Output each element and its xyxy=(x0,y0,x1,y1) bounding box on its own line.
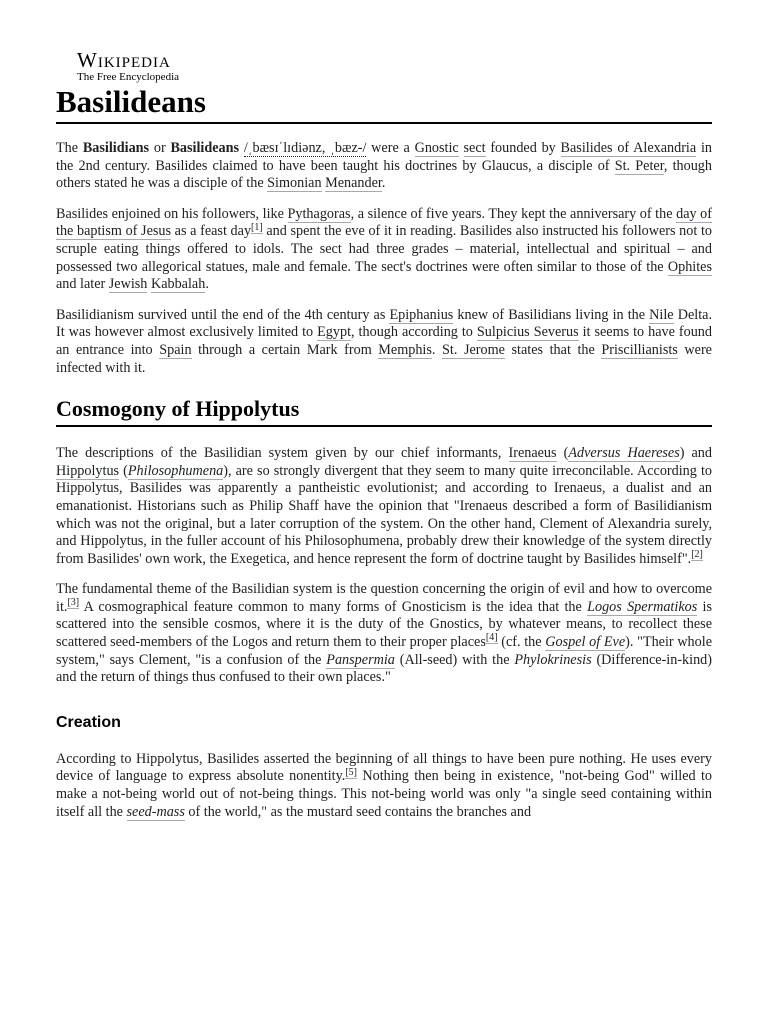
text xyxy=(459,140,464,156)
link-basilides-of-alexandria[interactable]: Basilides of Alexandria xyxy=(560,140,697,156)
text: were a xyxy=(366,140,415,156)
text: ( xyxy=(119,462,128,479)
link-logos-spermatikos[interactable]: Logos Spermatikos xyxy=(587,598,698,615)
text: Basilidianism survived until the end of the 4th century as xyxy=(56,306,390,323)
text: were infected with it. xyxy=(56,341,712,376)
text: According to Hippolytus, Basilides asserted the beginning of all things to have been pure nothing. He uses every device of language to express absolute nonentity. xyxy=(56,750,712,785)
intro-paragraph-1 xyxy=(56,140,712,193)
text: ) and xyxy=(679,445,712,462)
link-priscillianists[interactable]: Priscillianists xyxy=(601,341,678,358)
term-basilideans: Basilideans xyxy=(170,140,240,156)
link-gnostic[interactable]: Gnostic xyxy=(414,140,459,156)
text: it seems to have found an entrance into xyxy=(56,324,712,358)
text: Nothing then being in existence, "not-being God" willed to make a not-being world out of not-being things. This not-being world was only "a single seed containing within itself all the xyxy=(56,768,712,820)
text: , though according to xyxy=(351,324,477,341)
link-simonian[interactable]: Simonian xyxy=(267,175,322,192)
text: , a silence of five years. They kept the anniversary of the xyxy=(350,205,677,222)
text: ), are so strongly divergent that they seem to many quite irreconcilable. According to Hippolytus, Basilides was apparently a pantheistic evolutionist; and according to Irenaeus, a dualist and an emanationist. Historians such as Philip Shaff have the opinion that "Irenaeus described a form of Basilidianism which was not the original, but a later corruption of the system. On the other hand, Clement of Alexandria surely, and Hippolytus, in the fuller account of his Philosophumena, probably drew their knowledge of the system directly from Basilides' own work, the Exegetica, and hence represent the form of doctrine taught by Basilides himself". xyxy=(56,462,712,567)
link-spain[interactable]: Spain xyxy=(159,341,192,358)
text: The fundamental theme of the Basilidian system is the question concerning the origin of evil and how to overcome it. xyxy=(56,581,712,615)
link-memphis[interactable]: Memphis xyxy=(378,341,432,358)
text: Delta. It was however almost exclusively limited to xyxy=(56,306,712,341)
text: A cosmographical feature common to many forms of Gnosticism is the idea that the xyxy=(79,598,588,615)
text: ). "Their whole system," says Clement, "is a confusion of the xyxy=(56,634,712,668)
text: of the world," as the mustard seed contains the branches and xyxy=(184,803,532,820)
logo-wordmark: Wikipedia xyxy=(77,48,171,72)
ipa-pronunciation[interactable]: /ˌbæsɪˈlɪdiənz, ˌbæz-/ xyxy=(243,140,367,156)
text: Basilides enjoined on his followers, like xyxy=(56,205,288,222)
cosmogony-paragraph-2 xyxy=(56,581,712,687)
page-title: Basilideans xyxy=(56,84,712,124)
text: is scattered into the sensible cosmos, where it is the duty of the Gnostics, by whatever means, to recollect these scattered seed-members of the Logos and return them to their proper places xyxy=(56,598,712,651)
link-philosophumena[interactable]: Philosophumena xyxy=(127,462,224,479)
link-sulpicius-severus[interactable]: Sulpicius Severus xyxy=(476,324,579,341)
cosmogony-paragraph-1 xyxy=(56,445,712,568)
text: knew of Basilidians living in the xyxy=(453,306,650,323)
link-adversus-haereses[interactable]: Adversus Haereses xyxy=(568,445,680,462)
text: (All-seed) with the xyxy=(394,651,515,668)
text: or xyxy=(149,140,171,156)
text: as a feast day xyxy=(171,223,252,240)
reference-5[interactable]: [5] xyxy=(345,766,357,778)
link-ophites[interactable]: Ophites xyxy=(667,258,712,275)
link-irenaeus[interactable]: Irenaeus xyxy=(508,445,557,462)
text: (Difference-in-kind) and the return of things thus confused to their own places." xyxy=(56,651,712,686)
link-st-jerome[interactable]: St. Jerome xyxy=(442,341,505,358)
section-heading-cosmogony: Cosmogony of Hippolytus xyxy=(56,395,712,427)
link-egypt[interactable]: Egypt xyxy=(317,324,352,341)
text: in the 2nd century. Basilides claimed to have been taught his doctrines by Glaucus, a disciple of xyxy=(56,140,712,174)
term-phylokrinesis: Phylokrinesis xyxy=(514,651,592,668)
link-baptism-of-jesus[interactable]: day of the baptism of Jesus xyxy=(56,205,712,240)
link-hippolytus[interactable]: Hippolytus xyxy=(56,462,120,479)
text: . xyxy=(431,341,443,358)
text: , though others stated he was a disciple of the xyxy=(56,157,712,192)
link-panspermia[interactable]: Panspermia xyxy=(326,651,395,668)
link-sect[interactable]: sect xyxy=(463,140,486,156)
text: founded by xyxy=(485,140,561,156)
link-epiphanius[interactable]: Epiphanius xyxy=(389,306,454,323)
text: (cf. the xyxy=(497,634,546,651)
subsection-heading-creation: Creation xyxy=(56,713,121,731)
text: and spent the eve of it in reading. Basilides also instructed his followers not to scruple eating things offered to idols. The sect had three grades – material, intellectual and spiritual – and possessed two allegorical statues, male and female. The sect's doctrines were often similar to those of the xyxy=(56,223,713,275)
intro-paragraph-2 xyxy=(56,206,712,294)
link-menander[interactable]: Menander xyxy=(325,175,382,192)
link-kabbalah[interactable]: Kabbalah xyxy=(150,276,206,293)
intro-paragraph-3 xyxy=(56,307,712,377)
reference-4[interactable]: [4] xyxy=(485,632,498,644)
logo-tagline: The Free Encyclopedia xyxy=(77,71,180,83)
text: . xyxy=(381,175,386,192)
text: ( xyxy=(556,445,569,462)
link-jewish[interactable]: Jewish xyxy=(108,276,148,293)
text: and later xyxy=(56,276,109,293)
article-content xyxy=(56,140,712,834)
link-gospel-of-eve[interactable]: Gospel of Eve xyxy=(545,634,626,651)
link-pythagoras[interactable]: Pythagoras xyxy=(287,205,351,222)
wikipedia-logo[interactable] xyxy=(77,50,179,83)
text: The descriptions of the Basilidian system given by our chief informants, xyxy=(56,445,509,462)
creation-paragraph-1 xyxy=(56,751,712,821)
text: through a certain Mark from xyxy=(191,341,379,358)
term-basilidians: Basilidians xyxy=(82,140,150,156)
text: . xyxy=(205,276,209,293)
text: states that the xyxy=(504,341,602,358)
reference-2[interactable]: [2] xyxy=(691,548,703,560)
link-nile[interactable]: Nile xyxy=(649,306,674,323)
reference-1[interactable]: [1] xyxy=(251,221,263,233)
link-seed-mass[interactable]: seed-mass xyxy=(126,803,185,820)
link-st-peter[interactable]: St. Peter xyxy=(614,157,664,174)
text: The xyxy=(56,140,83,156)
reference-3[interactable]: [3] xyxy=(67,597,80,609)
